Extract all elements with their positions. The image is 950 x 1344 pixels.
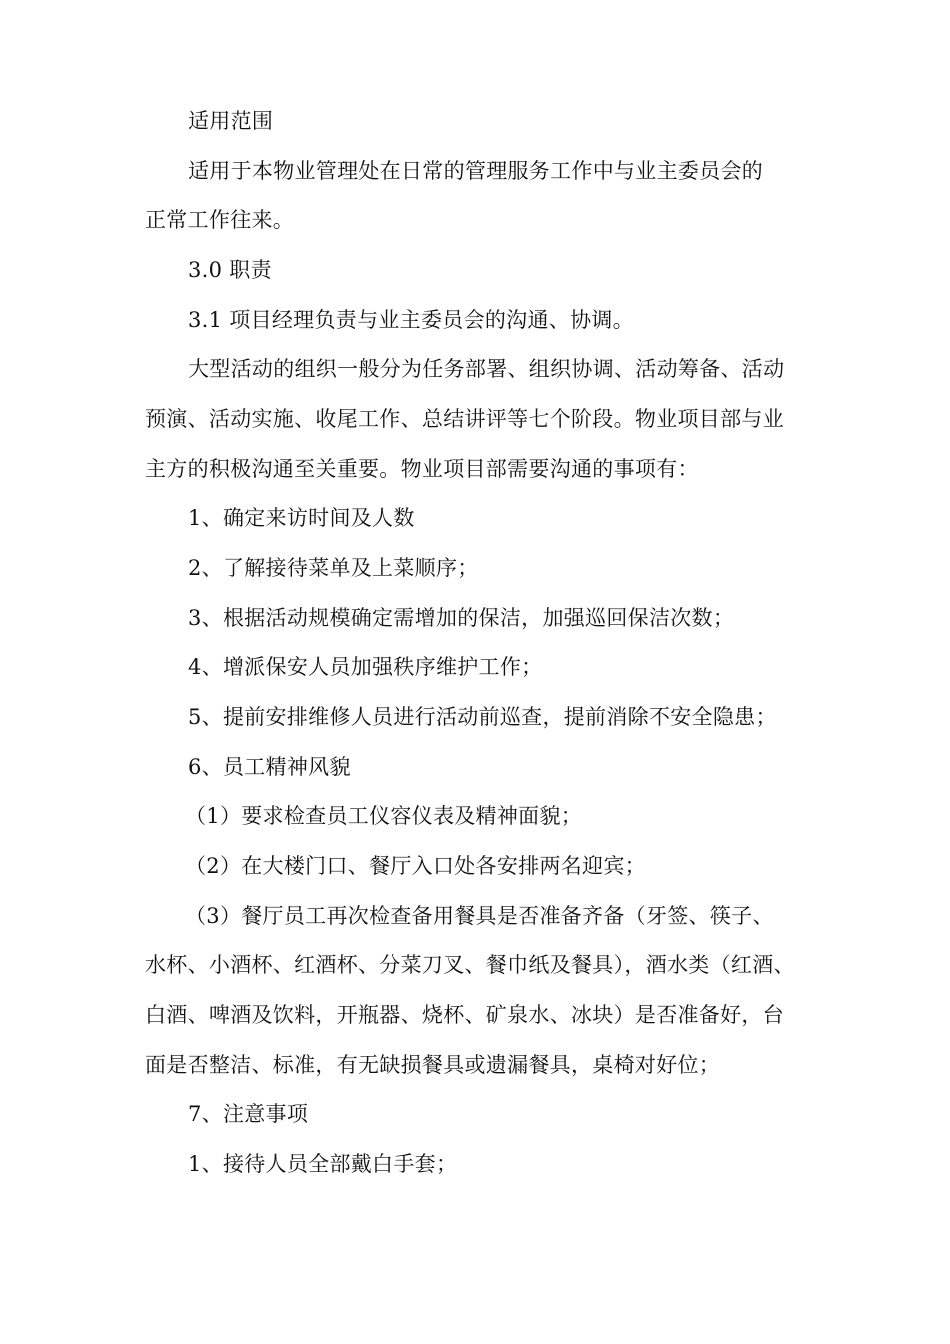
section-heading-duties: 3.0 职责: [188, 258, 272, 282]
paragraph-line: 大型活动的组织一般分为任务部署、组织协调、活动筹备、活动: [188, 357, 785, 381]
list-item: 7、注意事项: [188, 1102, 309, 1126]
paragraph-line: 面是否整洁、标准，有无缺损餐具或遗漏餐具，桌椅对好位；: [145, 1053, 721, 1077]
list-item: 1、确定来访时间及人数: [188, 506, 415, 530]
paragraph-line: 适用于本物业管理处在日常的管理服务工作中与业主委员会的: [188, 159, 764, 183]
paragraph-line: 白酒、啤酒及饮料，开瓶器、烧杯、矿泉水、冰块）是否准备好，台: [145, 1003, 784, 1027]
paragraph-line: 预演、活动实施、收尾工作、总结讲评等七个阶段。物业项目部与业: [145, 407, 784, 431]
sub-list-item: （3）餐厅员工再次检查备用餐具是否准备齐备（牙签、筷子、: [185, 904, 774, 928]
list-item: 4、增派保安人员加强秩序维护工作；: [188, 655, 543, 679]
sub-list-item: （1）要求检查员工仪容仪表及精神面貌；: [185, 804, 583, 828]
list-item: 1、接待人员全部戴白手套；: [188, 1152, 458, 1176]
list-item: 2、了解接待菜单及上菜顺序；: [188, 556, 479, 580]
section-heading-scope: 适用范围: [188, 109, 274, 133]
paragraph-line: 水杯、小酒杯、红酒杯、分菜刀叉、餐巾纸及餐具），酒水类（红酒、: [145, 953, 795, 977]
paragraph-line: 3.1 项目经理负责与业主委员会的沟通、协调。: [188, 308, 634, 332]
sub-list-item: （2）在大楼门口、餐厅入口处各安排两名迎宾；: [185, 854, 646, 878]
list-item: 3、根据活动规模确定需增加的保洁，加强巡回保洁次数；: [188, 606, 735, 630]
list-item: 5、提前安排维修人员进行活动前巡查，提前消除不安全隐患；: [188, 705, 777, 729]
paragraph-line: 正常工作往来。: [145, 208, 295, 232]
paragraph-line: 主方的积极沟通至关重要。物业项目部需要沟通的事项有：: [145, 457, 699, 481]
list-item: 6、员工精神风貌: [188, 755, 351, 779]
